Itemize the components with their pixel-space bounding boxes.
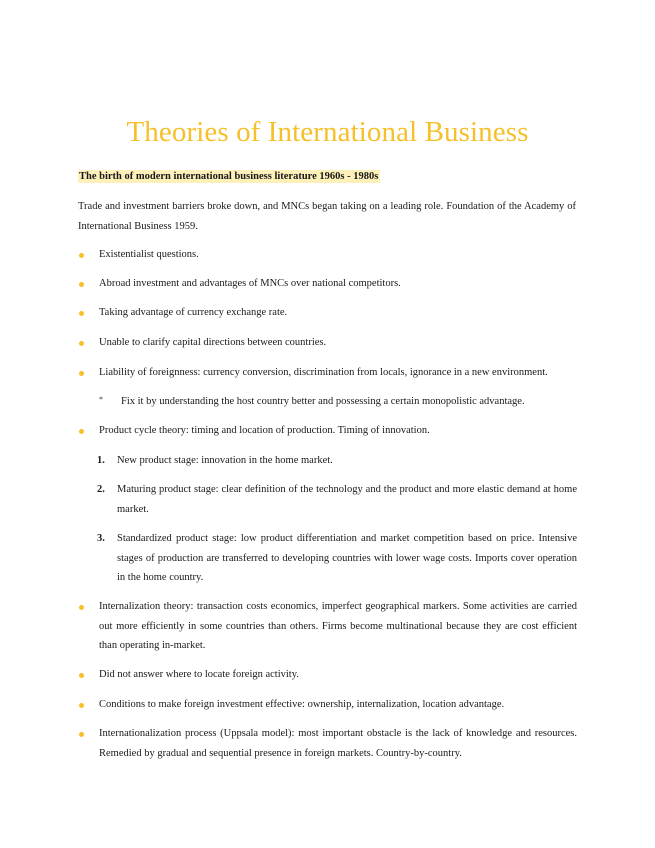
bullet-dot — [79, 371, 84, 376]
bullet-dot — [79, 732, 84, 737]
stage-number: 1. — [97, 455, 105, 466]
list-item: Internationalization process (Uppsala model): most important obstacle is the lack of knowledge and resources. Remedied by gradual and sequential presence in foreign markets. Country-by-country. — [99, 728, 577, 759]
bullet-dot — [79, 605, 84, 610]
list-item: Internalization theory: transaction costs economics, imperfect geographical markers. Some activities are carried out more efficiently in some countries than others. Firms become multinational because they are cost efficient than operating in-market. — [99, 601, 577, 651]
stage-item: Maturing product stage: clear definition of the technology and the product and more elastic demand at home market. — [117, 484, 577, 515]
bullet-dot — [79, 341, 84, 346]
intro-paragraph: Trade and investment barriers broke down, and MNCs began taking on a leading role. Foundation of the Academy of International Business 1959. — [78, 201, 576, 232]
stage-item: New product stage: innovation in the home market. — [117, 455, 333, 466]
sub-bullet-marker: * — [99, 395, 103, 404]
bullet-dot — [79, 311, 84, 316]
section-heading: The birth of modern international business literature 1960s - 1980s — [79, 171, 379, 182]
list-item: Did not answer where to locate foreign activity. — [99, 669, 299, 680]
list-item: Existentialist questions. — [99, 249, 199, 260]
bullet-dot — [79, 703, 84, 708]
stage-number: 3. — [97, 533, 105, 544]
stage-number: 2. — [97, 484, 105, 495]
list-item: Taking advantage of currency exchange rate. — [99, 307, 288, 318]
list-item: Product cycle theory: timing and location of production. Timing of innovation. — [99, 425, 430, 436]
page-title: Theories of International Business — [126, 116, 529, 148]
list-item: Abroad investment and advantages of MNCs over national competitors. — [99, 278, 401, 289]
bullet-dot — [79, 253, 84, 258]
bullet-dot — [79, 429, 84, 434]
bullet-dot — [79, 282, 84, 287]
list-item: Liability of foreignness: currency conversion, discrimination from locals, ignorance in a new environment. — [99, 367, 548, 378]
sub-list-item: Fix it by understanding the host country better and possessing a certain monopolistic advantage. — [121, 396, 525, 407]
stage-item: Standardized product stage: low product differentiation and market competition based on price. Intensive stages of production are transferred to developing countries with lower wage costs. Imports cover operation in the home country. — [117, 533, 577, 583]
bullet-dot — [79, 673, 84, 678]
list-item: Conditions to make foreign investment effective: ownership, internalization, location advantage. — [99, 699, 505, 710]
list-item: Unable to clarify capital directions between countries. — [99, 337, 327, 348]
